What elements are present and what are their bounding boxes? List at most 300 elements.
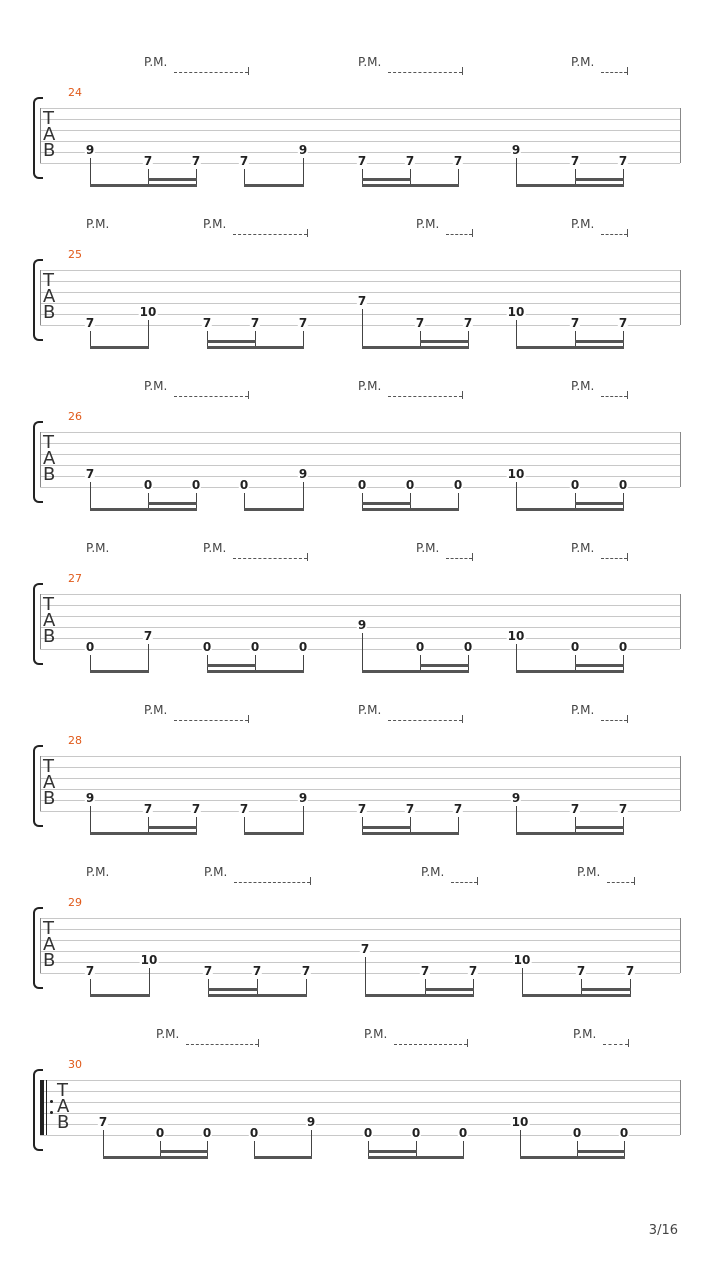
fret-number: 7 (357, 294, 367, 308)
fret-number: 7 (405, 154, 415, 168)
fret-number: 7 (191, 802, 201, 816)
beam-secondary (362, 502, 411, 505)
fret-number: 7 (143, 802, 153, 816)
fret-number: 9 (298, 791, 308, 805)
note-stem (90, 158, 91, 185)
fret-number: 7 (453, 154, 463, 168)
tab-system (0, 1027, 720, 1189)
note-stem (255, 655, 256, 671)
fret-number: 9 (511, 791, 521, 805)
note-stem (257, 979, 258, 995)
fret-number: 7 (250, 316, 260, 330)
fret-number: 7 (191, 154, 201, 168)
beam-secondary (148, 502, 197, 505)
beam (254, 1156, 312, 1159)
staff-line (40, 778, 680, 779)
palm-mute-label: P.M. (203, 217, 227, 231)
note-stem (196, 817, 197, 833)
beam (90, 832, 197, 835)
note-stem (365, 957, 366, 995)
staff-line (40, 756, 680, 757)
tab-clef-b: B (43, 140, 56, 161)
beam (362, 508, 459, 511)
fret-number: 10 (511, 1115, 529, 1129)
palm-mute-end (462, 715, 463, 723)
fret-number: 0 (249, 1126, 259, 1140)
palm-mute-end (628, 1039, 629, 1047)
barline (40, 270, 41, 325)
beam (516, 832, 624, 835)
beam (90, 346, 149, 349)
note-stem (522, 968, 523, 995)
beam (362, 184, 459, 187)
fret-number: 7 (415, 316, 425, 330)
palm-mute-end (307, 229, 308, 237)
note-stem (362, 169, 363, 185)
palm-mute-label: P.M. (416, 541, 440, 555)
note-stem (575, 493, 576, 509)
fret-number: 7 (143, 629, 153, 643)
palm-mute-end (248, 391, 249, 399)
tab-clef-a: A (57, 1096, 70, 1117)
palm-mute-dash (233, 234, 307, 235)
staff-line (40, 281, 680, 282)
note-stem (623, 817, 624, 833)
staff-line (40, 270, 680, 271)
palm-mute-dash (174, 396, 248, 397)
note-stem (468, 331, 469, 347)
tab-clef-a: A (43, 286, 56, 307)
staff-line (40, 292, 680, 293)
beam-secondary (207, 664, 256, 667)
tab-clef-t: T (43, 432, 54, 453)
beam-secondary (577, 1150, 625, 1153)
measure-number: 28 (68, 734, 82, 747)
note-stem (90, 979, 91, 995)
fret-number: 7 (85, 467, 95, 481)
note-stem (90, 806, 91, 833)
note-stem (244, 817, 245, 833)
note-stem (410, 169, 411, 185)
note-stem (420, 655, 421, 671)
staff-line (40, 789, 680, 790)
staff-line (40, 594, 680, 595)
palm-mute-end (627, 67, 628, 75)
tab-clef-a: A (43, 772, 56, 793)
staff-line (40, 649, 680, 650)
fret-number: 0 (572, 1126, 582, 1140)
palm-mute-dash (388, 720, 462, 721)
palm-mute-label: P.M. (416, 217, 440, 231)
palm-mute-end (467, 1039, 468, 1047)
note-stem (575, 169, 576, 185)
palm-mute-label: P.M. (86, 865, 110, 879)
note-stem (160, 1141, 161, 1157)
palm-mute-label: P.M. (144, 55, 168, 69)
staff-bracket (33, 259, 43, 341)
beam-secondary (575, 826, 624, 829)
fret-number: 0 (618, 478, 628, 492)
beam-secondary (575, 178, 624, 181)
palm-mute-label: P.M. (571, 703, 595, 717)
fret-number: 7 (618, 316, 628, 330)
fret-number: 7 (453, 802, 463, 816)
tab-system (0, 541, 720, 703)
palm-mute-label: P.M. (358, 379, 382, 393)
palm-mute-label: P.M. (364, 1027, 388, 1041)
measure-number: 27 (68, 572, 82, 585)
tab-clef-a: A (43, 448, 56, 469)
fret-number: 7 (570, 154, 580, 168)
staff-line (40, 1091, 680, 1092)
palm-mute-dash (446, 558, 472, 559)
barline (40, 594, 41, 649)
fret-number: 0 (619, 1126, 629, 1140)
beam (207, 670, 304, 673)
fret-number: 7 (570, 316, 580, 330)
fret-number: 0 (85, 640, 95, 654)
beam (516, 670, 624, 673)
beam (103, 1156, 208, 1159)
note-stem (516, 482, 517, 509)
palm-mute-label: P.M. (86, 217, 110, 231)
measure-number: 29 (68, 896, 82, 909)
tab-clef-t: T (43, 270, 54, 291)
beam-secondary (148, 826, 197, 829)
palm-mute-dash (601, 558, 627, 559)
palm-mute-end (248, 67, 249, 75)
fret-number: 7 (570, 802, 580, 816)
note-stem (244, 169, 245, 185)
note-stem (516, 158, 517, 185)
barline (680, 594, 681, 649)
note-stem (468, 655, 469, 671)
note-stem (148, 644, 149, 671)
beam (516, 508, 624, 511)
fret-number: 7 (468, 964, 478, 978)
staff-line (40, 1124, 680, 1125)
fret-number: 7 (357, 802, 367, 816)
fret-number: 7 (85, 964, 95, 978)
barline (680, 756, 681, 811)
tab-clef-a: A (43, 124, 56, 145)
palm-mute-label: P.M. (571, 541, 595, 555)
beam (90, 184, 197, 187)
fret-number: 9 (357, 618, 367, 632)
note-stem (575, 331, 576, 347)
beam-secondary (207, 340, 256, 343)
palm-mute-dash (601, 234, 627, 235)
barline (680, 432, 681, 487)
measure-number: 24 (68, 86, 82, 99)
palm-mute-dash (233, 558, 307, 559)
note-stem (362, 493, 363, 509)
fret-number: 0 (453, 478, 463, 492)
note-stem (303, 655, 304, 671)
palm-mute-label: P.M. (571, 55, 595, 69)
note-stem (207, 1141, 208, 1157)
fret-number: 7 (143, 154, 153, 168)
beam (516, 184, 624, 187)
fret-number: 7 (98, 1115, 108, 1129)
repeat-start-thick (40, 1080, 44, 1135)
staff-line (40, 141, 680, 142)
measure-number: 25 (68, 248, 82, 261)
beam-secondary (420, 340, 469, 343)
barline (40, 918, 41, 973)
note-stem (368, 1141, 369, 1157)
beam-secondary (208, 988, 258, 991)
palm-mute-end (627, 391, 628, 399)
palm-mute-label: P.M. (144, 379, 168, 393)
tab-clef-t: T (43, 108, 54, 129)
note-stem (90, 331, 91, 347)
staff-line (40, 1080, 680, 1081)
tab-clef-t: T (43, 594, 54, 615)
fret-number: 0 (405, 478, 415, 492)
tab-clef-b: B (43, 950, 56, 971)
staff-line (40, 325, 680, 326)
beam (90, 508, 197, 511)
beam-secondary (420, 664, 469, 667)
palm-mute-dash (446, 234, 472, 235)
barline (680, 918, 681, 973)
note-stem (362, 633, 363, 671)
note-stem (623, 655, 624, 671)
beam (244, 508, 304, 511)
fret-number: 7 (203, 964, 213, 978)
note-stem (410, 817, 411, 833)
note-stem (516, 806, 517, 833)
tab-system (0, 55, 720, 217)
beam-secondary (581, 988, 631, 991)
note-stem (623, 493, 624, 509)
fret-number: 0 (363, 1126, 373, 1140)
fret-number: 0 (239, 478, 249, 492)
beam-secondary (362, 826, 411, 829)
palm-mute-end (627, 553, 628, 561)
beam (516, 346, 624, 349)
tab-system (0, 379, 720, 541)
staff-bracket (33, 745, 43, 827)
note-stem (458, 493, 459, 509)
repeat-dot (50, 1100, 53, 1103)
fret-number: 10 (507, 305, 525, 319)
note-stem (90, 482, 91, 509)
note-stem (577, 1141, 578, 1157)
note-stem (255, 331, 256, 347)
fret-number: 9 (306, 1115, 316, 1129)
fret-number: 10 (507, 467, 525, 481)
staff-line (40, 130, 680, 131)
fret-number: 7 (85, 316, 95, 330)
beam-secondary (368, 1150, 417, 1153)
beam-secondary (148, 178, 197, 181)
fret-number: 0 (570, 640, 580, 654)
fret-number: 7 (420, 964, 430, 978)
note-stem (103, 1130, 104, 1157)
beam-secondary (425, 988, 474, 991)
beam (362, 832, 459, 835)
palm-mute-label: P.M. (203, 541, 227, 555)
palm-mute-dash (234, 882, 310, 883)
staff-line (40, 1135, 680, 1136)
note-stem (473, 979, 474, 995)
fret-number: 0 (411, 1126, 421, 1140)
note-stem (303, 482, 304, 509)
fret-number: 10 (507, 629, 525, 643)
note-stem (303, 158, 304, 185)
palm-mute-dash (601, 72, 627, 73)
barline (680, 1080, 681, 1135)
palm-mute-dash (603, 1044, 628, 1045)
fret-number: 9 (298, 143, 308, 157)
beam (520, 1156, 625, 1159)
palm-mute-end (627, 715, 628, 723)
note-stem (520, 1130, 521, 1157)
fret-number: 7 (252, 964, 262, 978)
measure-number: 30 (68, 1058, 82, 1071)
palm-mute-dash (174, 72, 248, 73)
staff-line (40, 119, 680, 120)
note-stem (425, 979, 426, 995)
fret-number: 0 (458, 1126, 468, 1140)
palm-mute-end (462, 391, 463, 399)
fret-number: 0 (250, 640, 260, 654)
staff-line (40, 918, 680, 919)
barline (40, 108, 41, 163)
beam (244, 184, 304, 187)
barline (40, 756, 41, 811)
palm-mute-end (307, 553, 308, 561)
staff-line (40, 476, 680, 477)
note-stem (149, 968, 150, 995)
fret-number: 10 (140, 953, 158, 967)
staff-bracket (33, 907, 43, 989)
fret-number: 0 (570, 478, 580, 492)
beam (207, 346, 304, 349)
staff-line (40, 465, 680, 466)
fret-number: 7 (301, 964, 311, 978)
beam-secondary (575, 502, 624, 505)
fret-number: 0 (155, 1126, 165, 1140)
tab-clef-b: B (43, 464, 56, 485)
beam (208, 994, 307, 997)
palm-mute-dash (607, 882, 634, 883)
note-stem (311, 1130, 312, 1157)
staff-bracket (33, 97, 43, 179)
tab-clef-b: B (57, 1112, 70, 1133)
tab-system (0, 865, 720, 1027)
beam (362, 346, 469, 349)
note-stem (148, 493, 149, 509)
note-stem (458, 169, 459, 185)
fret-number: 7 (202, 316, 212, 330)
fret-number: 7 (239, 802, 249, 816)
palm-mute-label: P.M. (571, 217, 595, 231)
palm-mute-end (472, 553, 473, 561)
fret-number: 7 (463, 316, 473, 330)
staff-line (40, 152, 680, 153)
palm-mute-label: P.M. (571, 379, 595, 393)
note-stem (196, 169, 197, 185)
note-stem (148, 320, 149, 347)
palm-mute-end (310, 877, 311, 885)
note-stem (420, 331, 421, 347)
fret-number: 7 (576, 964, 586, 978)
note-stem (410, 493, 411, 509)
fret-number: 7 (618, 802, 628, 816)
palm-mute-dash (388, 396, 462, 397)
measure-number: 26 (68, 410, 82, 423)
barline (40, 432, 41, 487)
note-stem (623, 169, 624, 185)
tab-clef-a: A (43, 934, 56, 955)
fret-number: 9 (85, 791, 95, 805)
palm-mute-label: P.M. (144, 703, 168, 717)
note-stem (581, 979, 582, 995)
tab-clef-a: A (43, 610, 56, 631)
beam-secondary (575, 340, 624, 343)
fret-number: 9 (298, 467, 308, 481)
note-stem (254, 1141, 255, 1157)
tab-system (0, 217, 720, 379)
staff-line (40, 767, 680, 768)
fret-number: 0 (415, 640, 425, 654)
beam (368, 1156, 464, 1159)
fret-number: 0 (191, 478, 201, 492)
palm-mute-dash (174, 720, 248, 721)
staff-line (40, 443, 680, 444)
fret-number: 0 (618, 640, 628, 654)
note-stem (362, 309, 363, 347)
fret-number: 0 (298, 640, 308, 654)
note-stem (623, 331, 624, 347)
fret-number: 7 (618, 154, 628, 168)
fret-number: 7 (239, 154, 249, 168)
staff-line (40, 962, 680, 963)
beam-secondary (160, 1150, 208, 1153)
note-stem (207, 331, 208, 347)
fret-number: 0 (357, 478, 367, 492)
fret-number: 7 (405, 802, 415, 816)
note-stem (244, 493, 245, 509)
beam (362, 670, 469, 673)
staff-line (40, 454, 680, 455)
fret-number: 9 (85, 143, 95, 157)
staff-line (40, 1102, 680, 1103)
page-number: 3/16 (648, 1223, 678, 1238)
tab-clef-t: T (43, 756, 54, 777)
fret-number: 0 (202, 1126, 212, 1140)
fret-number: 9 (511, 143, 521, 157)
note-stem (516, 320, 517, 347)
fret-number: 0 (202, 640, 212, 654)
note-stem (303, 806, 304, 833)
beam (90, 670, 149, 673)
note-stem (90, 655, 91, 671)
staff-line (40, 108, 680, 109)
beam (365, 994, 474, 997)
tab-clef-b: B (43, 302, 56, 323)
note-stem (148, 169, 149, 185)
staff-line (40, 1113, 680, 1114)
palm-mute-end (472, 229, 473, 237)
repeat-start-thin (46, 1080, 47, 1135)
note-stem (303, 331, 304, 347)
palm-mute-label: P.M. (421, 865, 445, 879)
note-stem (516, 644, 517, 671)
